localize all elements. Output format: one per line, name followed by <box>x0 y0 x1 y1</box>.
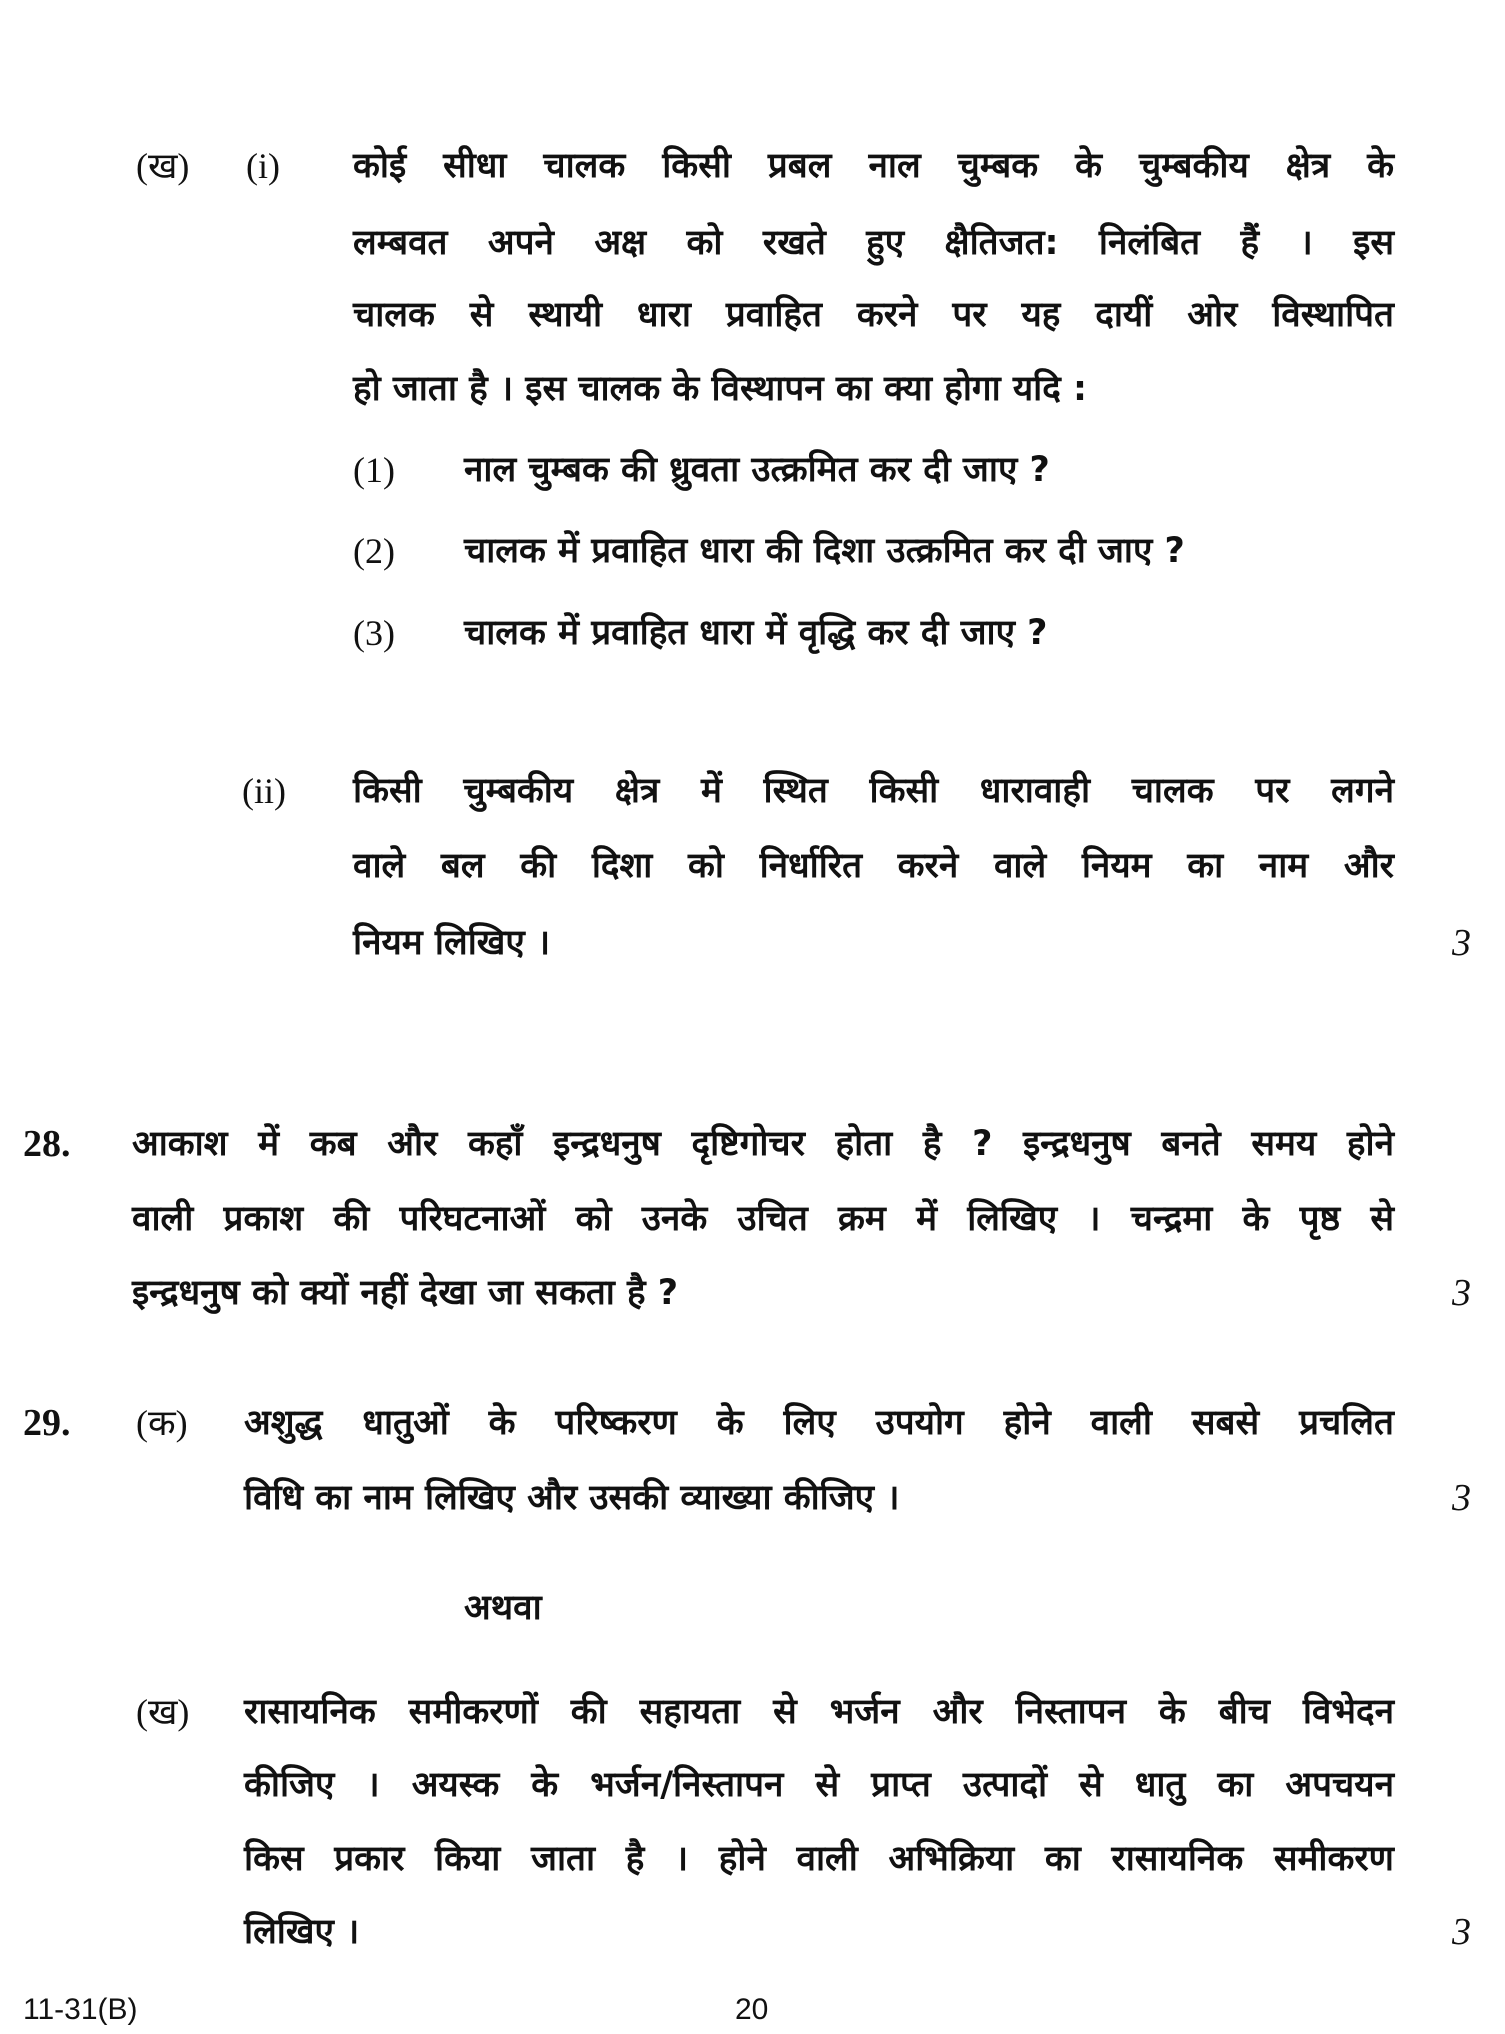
question-line: कोई सीधा चालक किसी प्रबल नाल चुम्बक के चुम्बकीय क्षेत्र के <box>353 146 1394 186</box>
marks: 3 <box>1452 1477 1471 1519</box>
question-line: लम्बवत अपने अक्ष को रखते हुए क्षैतिजत: निलंबित हैं । इस <box>353 223 1394 263</box>
question-line: इन्द्रधनुष को क्यों नहीं देखा जा सकता है ? <box>132 1273 679 1313</box>
question-line: नियम लिखिए । <box>353 923 551 963</box>
paper-code: 11-31(B) <box>23 1993 138 2026</box>
question-line: रासायनिक समीकरणों की सहायता से भर्जन और निस्तापन के बीच विभेदन <box>244 1692 1394 1732</box>
item-text: नाल चुम्बक की ध्रुवता उत्क्रमित कर दी जाए ? <box>464 450 1050 490</box>
part-label: (ख) <box>136 146 190 186</box>
question-line: आकाश में कब और कहाँ इन्द्रधनुष दृष्टिगोचर होता है ? इन्द्रधनुष बनते समय होने <box>132 1124 1394 1164</box>
question-line: अशुद्ध धातुओं के परिष्करण के लिए उपयोग होने वाली सबसे प्रचलित <box>244 1403 1394 1443</box>
question-line: कीजिए । अयस्क के भर्जन/निस्तापन से प्राप्त उत्पादों से धातु का अपचयन <box>244 1765 1394 1805</box>
marks: 3 <box>1452 1272 1471 1314</box>
question-line: वाली प्रकाश की परिघटनाओं को उनके उचित क्रम में लिखिए । चन्द्रमा के पृष्ठ से <box>132 1199 1394 1239</box>
item-label: (1) <box>353 450 395 490</box>
subpart-label: (i) <box>246 146 280 186</box>
question-number: 28. <box>23 1123 71 1165</box>
question-line: हो जाता है । इस चालक के विस्थापन का क्या होगा यदि : <box>353 369 1087 409</box>
part-label: (ख) <box>136 1692 190 1732</box>
question-line: किस प्रकार किया जाता है । होने वाली अभिक्रिया का रासायनिक समीकरण <box>244 1839 1394 1879</box>
question-line: विधि का नाम लिखिए और उसकी व्याख्या कीजिए । <box>244 1478 900 1518</box>
question-line: लिखिए । <box>244 1912 360 1952</box>
item-text: चालक में प्रवाहित धारा की दिशा उत्क्रमित कर दी जाए ? <box>464 531 1185 571</box>
marks: 3 <box>1452 1911 1471 1953</box>
question-line: चालक से स्थायी धारा प्रवाहित करने पर यह दायीं ओर विस्थापित <box>353 295 1394 335</box>
item-label: (3) <box>353 613 395 653</box>
question-number: 29. <box>23 1402 71 1444</box>
part-label: (क) <box>136 1403 188 1443</box>
question-line: वाले बल की दिशा को निर्धारित करने वाले नियम का नाम और <box>353 846 1394 886</box>
page-number: 20 <box>735 1993 769 2026</box>
subpart-label: (ii) <box>242 771 286 811</box>
item-label: (2) <box>353 531 395 571</box>
or-heading: अथवा <box>464 1588 542 1628</box>
item-text: चालक में प्रवाहित धारा में वृद्धि कर दी जाए ? <box>464 613 1048 653</box>
marks: 3 <box>1452 922 1471 964</box>
question-line: किसी चुम्बकीय क्षेत्र में स्थित किसी धारावाही चालक पर लगने <box>353 771 1394 811</box>
